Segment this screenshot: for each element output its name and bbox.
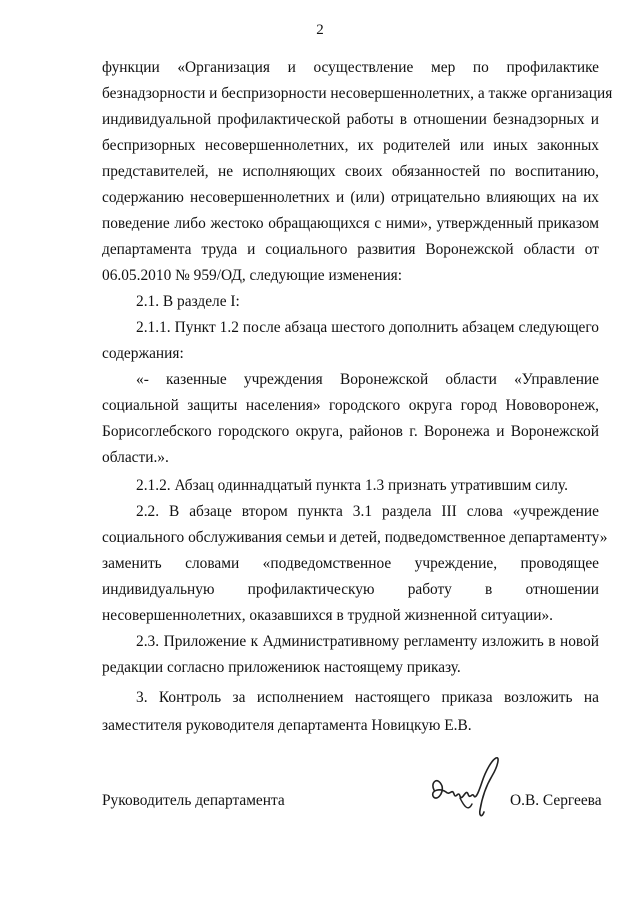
text-line: «- казенные учреждения Воронежской области «Управление bbox=[136, 371, 599, 388]
signatory-position: Руководитель департамента bbox=[102, 792, 285, 809]
text-line: департамента труда и социального развития Воронежской области от bbox=[102, 241, 599, 258]
text-line: области.». bbox=[102, 449, 169, 466]
text-line: 3. Контроль за исполнением настоящего приказа возложить на bbox=[136, 689, 599, 706]
text-line: индивидуальной профилактической работы в отношении безнадзорных и bbox=[102, 111, 599, 128]
text-line: социальной защиты населения» городского округа город Нововоронеж, bbox=[102, 397, 599, 414]
text-line: функции «Организация и осуществление мер по профилактике bbox=[102, 59, 599, 76]
text-line: несовершеннолетних, оказавшихся в трудной жизненной ситуации». bbox=[102, 607, 554, 624]
text-line: 2.1.2. Абзац одиннадцатый пункта 1.3 признать утратившим силу. bbox=[136, 477, 568, 494]
text-line: редакции согласно приложениюк настоящему приказу. bbox=[102, 659, 461, 676]
text-line: безнадзорности и беспризорности несовершеннолетних, а также организация bbox=[102, 85, 613, 102]
text-line: беспризорных несовершеннолетних, их родителей или иных законных bbox=[102, 137, 599, 154]
text-line: индивидуальную профилактическую работу в отношении bbox=[102, 581, 599, 598]
text-line: 2.3. Приложение к Административному регламенту изложить в новой bbox=[136, 633, 599, 650]
text-line: 2.2. В абзаце втором пункта 3.1 раздела III слова «учреждение bbox=[136, 503, 599, 520]
text-line: 06.05.2010 № 959/ОД, следующие изменения: bbox=[102, 267, 403, 284]
page-number: 2 bbox=[316, 22, 324, 38]
handwritten-signature bbox=[424, 752, 506, 822]
text-line: Борисоглебского городского округа, районов г. Воронежа и Воронежской bbox=[102, 423, 599, 440]
text-line: поведение либо жестоко обращающихся с ними», утвержденный приказом bbox=[102, 215, 599, 232]
text-line: содержанию несовершеннолетних и (или) отрицательно влияющих на их bbox=[102, 189, 599, 206]
text-line: заменить словами «подведомственное учреждение, проводящее bbox=[102, 555, 599, 572]
text-line: заместителя руководителя департамента Новицкую Е.В. bbox=[102, 717, 472, 734]
text-line: социального обслуживания семьи и детей, подведомственное департаменту» bbox=[102, 529, 608, 546]
text-line: содержания: bbox=[102, 345, 184, 362]
signatory-name: О.В. Сергеева bbox=[510, 792, 602, 809]
text-line: представителей, не исполняющих своих обязанностей по воспитанию, bbox=[102, 163, 599, 180]
text-line: 2.1. В разделе I: bbox=[136, 293, 240, 310]
text-line: 2.1.1. Пункт 1.2 после абзаца шестого дополнить абзацем следующего bbox=[136, 319, 599, 336]
